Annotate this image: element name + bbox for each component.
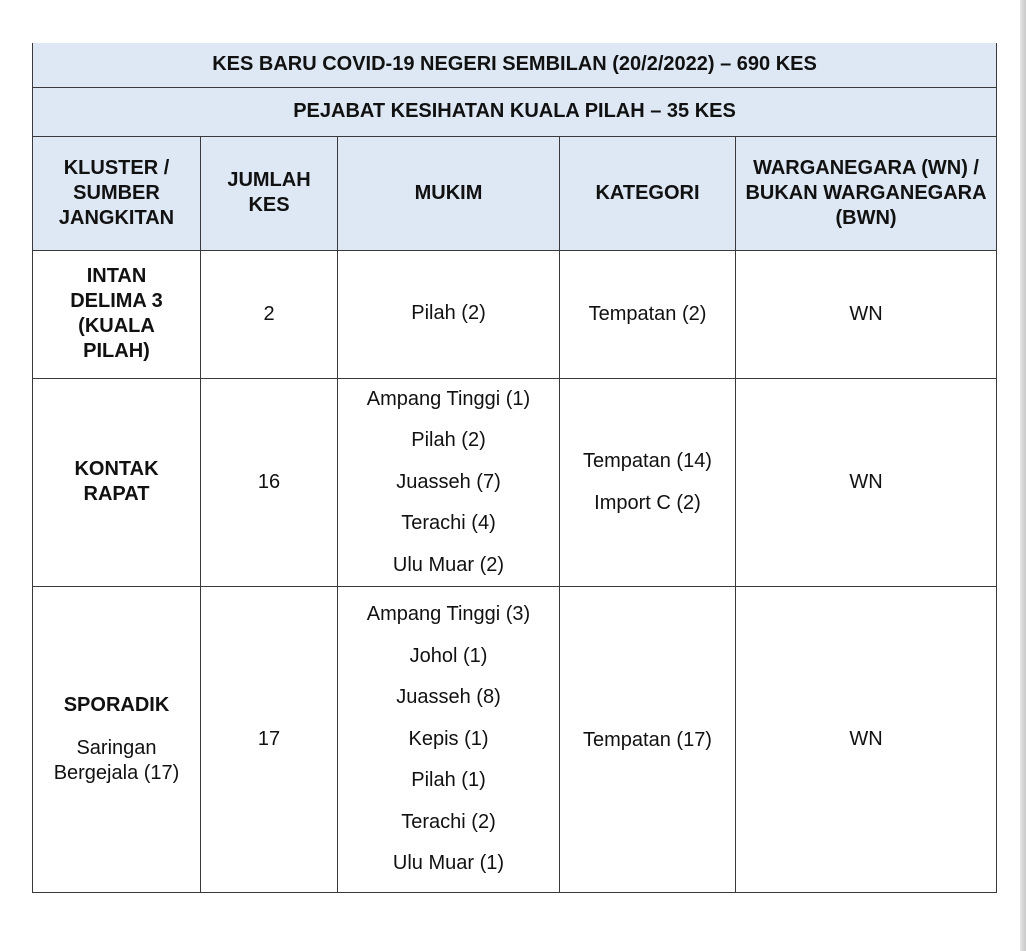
warganegara-cell: WN bbox=[736, 250, 997, 378]
kluster-cell: KONTAK RAPAT bbox=[33, 378, 201, 587]
table-title: KES BARU COVID-19 NEGERI SEMBILAN (20/2/2022) – 690 KES bbox=[33, 43, 997, 87]
kategori-item: Tempatan (14) bbox=[583, 450, 712, 473]
mukim-item: Juasseh (8) bbox=[396, 686, 501, 709]
mukim-item: Pilah (2) bbox=[411, 429, 486, 451]
mukim-item: Terachi (2) bbox=[401, 810, 496, 833]
mukim-item: Kepis (1) bbox=[408, 727, 489, 750]
kategori-item: Import C (2) bbox=[594, 492, 701, 515]
mukim-item: Pilah (2) bbox=[411, 302, 486, 325]
header-row bbox=[33, 136, 997, 250]
jumlah-cell: 17 bbox=[201, 587, 338, 893]
header-kategori: KATEGORI bbox=[560, 136, 736, 250]
subtitle-row bbox=[33, 87, 997, 136]
page-edge-shadow bbox=[1020, 0, 1026, 951]
kategori-cell bbox=[560, 378, 736, 587]
mukim-item: Johol (1) bbox=[409, 644, 488, 667]
jumlah-cell: 16 bbox=[201, 378, 338, 587]
kategori-item: Tempatan (2) bbox=[588, 303, 707, 325]
kategori-cell bbox=[560, 587, 736, 893]
kluster-cell bbox=[33, 587, 201, 893]
table-row bbox=[33, 250, 997, 378]
mukim-cell bbox=[338, 587, 560, 893]
kluster-label: SPORADIK bbox=[63, 694, 170, 716]
mukim-item: Juasseh (7) bbox=[396, 470, 501, 493]
table-subtitle: PEJABAT KESIHATAN KUALA PILAH – 35 KES bbox=[33, 87, 997, 136]
mukim-item: Ampang Tinggi (1) bbox=[366, 387, 531, 410]
mukim-item: Ulu Muar (1) bbox=[392, 852, 505, 875]
mukim-item: Ulu Muar (2) bbox=[392, 553, 505, 576]
warganegara-cell: WN bbox=[736, 378, 997, 587]
mukim-item: Ampang Tinggi (3) bbox=[366, 603, 531, 626]
header-kluster: KLUSTER / SUMBER JANGKITAN bbox=[33, 136, 201, 250]
table-row bbox=[33, 378, 997, 587]
mukim-item: Terachi (4) bbox=[401, 512, 496, 534]
kluster-note: Saringan Bergejala (17) bbox=[53, 737, 180, 784]
header-jumlah: JUMLAH KES bbox=[201, 136, 338, 250]
kluster-cell: INTAN DELIMA 3 (KUALA PILAH) bbox=[33, 250, 201, 378]
mukim-cell bbox=[338, 250, 560, 378]
kategori-cell bbox=[560, 250, 736, 378]
covid-cases-table bbox=[32, 43, 997, 893]
header-mukim: MUKIM bbox=[338, 136, 560, 250]
table-row bbox=[33, 587, 997, 893]
title-row bbox=[33, 43, 997, 87]
mukim-item: Pilah (1) bbox=[411, 769, 486, 792]
jumlah-cell: 2 bbox=[201, 250, 338, 378]
mukim-cell bbox=[338, 378, 560, 587]
warganegara-cell: WN bbox=[736, 587, 997, 893]
kategori-item: Tempatan (17) bbox=[583, 728, 712, 751]
header-warganegara: WARGANEGARA (WN) / BUKAN WARGANEGARA (BWN) bbox=[736, 136, 997, 250]
